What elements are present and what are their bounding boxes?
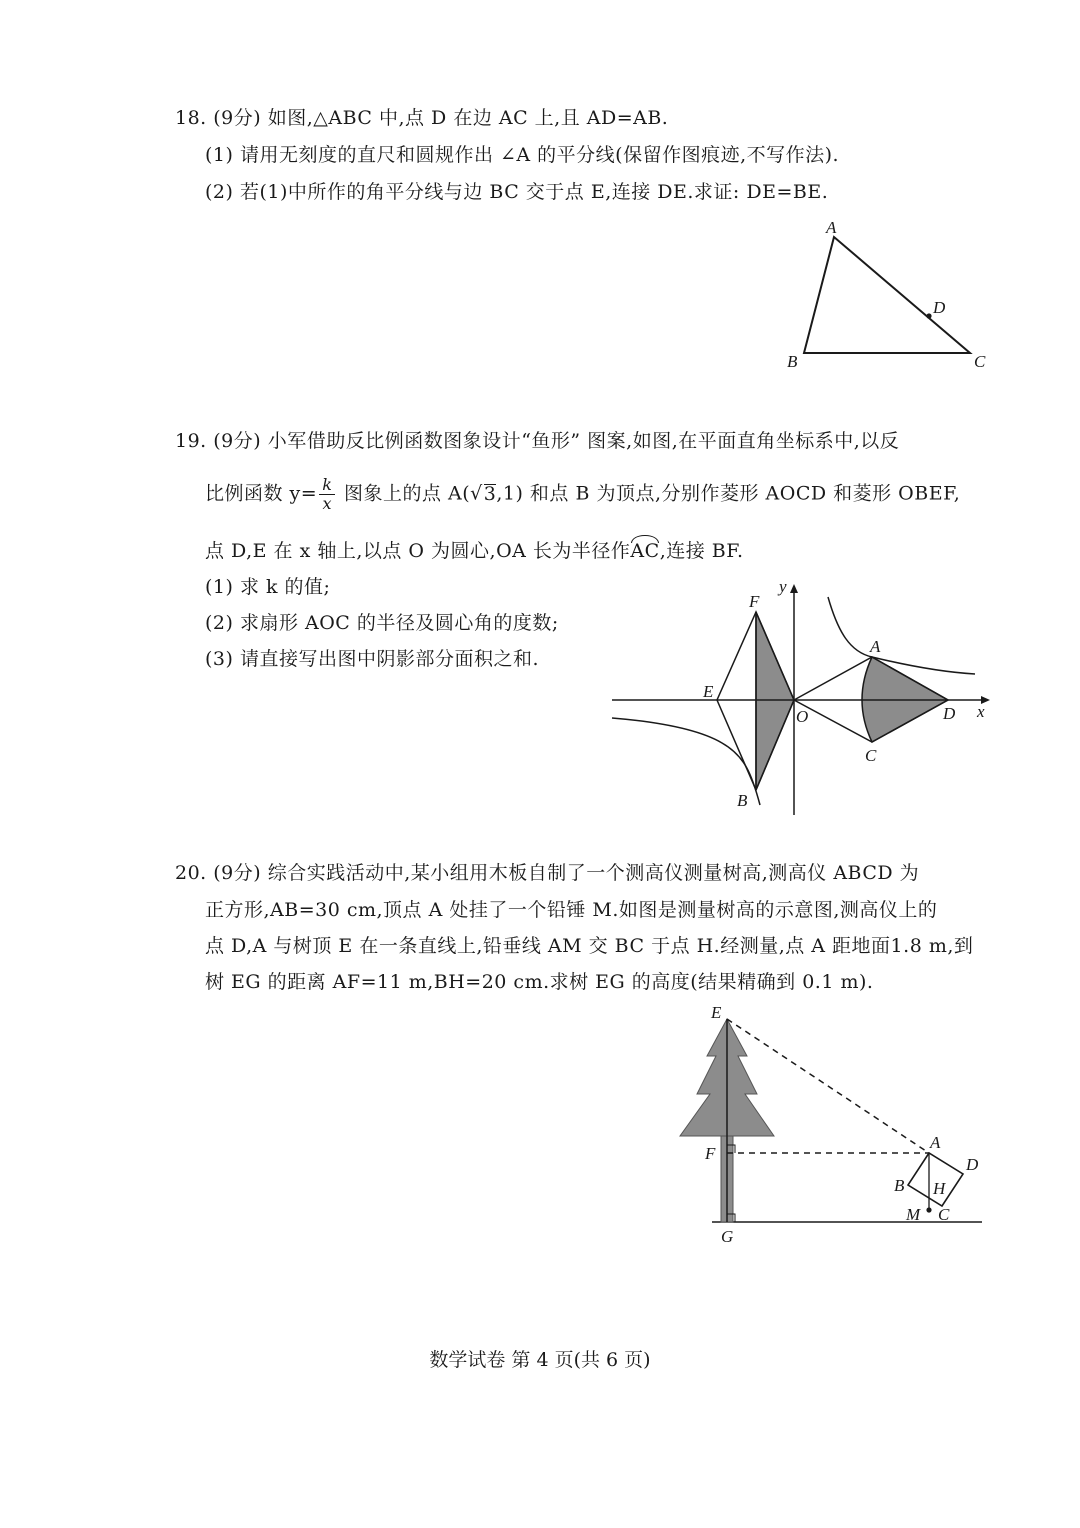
label-b: B	[787, 352, 798, 371]
label-y: y	[779, 577, 787, 596]
q18-part1: (1) 请用无刻度的直尺和圆规作出 ∠A 的平分线(保留作图痕迹,不写作法).	[205, 144, 840, 166]
label-f: F	[705, 1144, 716, 1163]
q19-line3-a: 点 D,E 在 x 轴上,以点 O 为圆心,OA 长为半径作	[205, 540, 631, 562]
sqrt-icon: √	[470, 482, 483, 505]
sqrt-radicand: 3	[483, 482, 497, 505]
label-d: D	[966, 1155, 979, 1174]
label-g: G	[721, 1227, 734, 1246]
q19-line2-b: 图象上的点 A(	[337, 482, 471, 505]
label-o: O	[796, 707, 809, 726]
q20-line3: 点 D,A 与树顶 E 在一条直线上,铅垂线 AM 交 BC 于点 H.经测量,点 A 距地面1.8 m,到	[205, 935, 974, 957]
q19-line3-b: ,连接 BF.	[659, 540, 744, 562]
q19-part1: (1) 求 k 的值;	[205, 576, 331, 598]
q19-part2: (2) 求扇形 AOC 的半径及圆心角的度数;	[205, 612, 559, 634]
frac-denominator: x	[322, 494, 333, 513]
label-h: H	[933, 1179, 946, 1198]
label-d: D	[943, 704, 956, 723]
label-c: C	[974, 352, 986, 371]
page-footer: 数学试卷 第 4 页(共 6 页)	[429, 1349, 651, 1371]
label-b: B	[894, 1176, 905, 1195]
q20-line1: 20. (9分) 综合实践活动中,某小组用木板自制了一个测高仪测量树高,测高仪 ABCD 为	[175, 862, 920, 884]
label-x: x	[977, 702, 985, 721]
label-a: A	[870, 637, 881, 656]
label-a: A	[930, 1133, 941, 1152]
label-c: C	[865, 746, 877, 765]
label-c: C	[938, 1205, 950, 1224]
plumb-weight-m	[926, 1207, 931, 1212]
label-a: A	[826, 218, 837, 237]
label-m: M	[906, 1205, 921, 1224]
label-f: F	[749, 592, 760, 611]
q19-line1: 19. (9分) 小军借助反比例函数图象设计“鱼形” 图案,如图,在平面直角坐标系中,以反	[175, 430, 900, 452]
label-b: B	[737, 791, 748, 810]
q19-line2-c: ,1) 和点 B 为顶点,分别作菱形 AOCD 和菱形 OBEF,	[496, 482, 961, 505]
label-e: E	[703, 682, 714, 701]
q18-part2: (2) 若(1)中所作的角平分线与边 BC 交于点 E,连接 DE.求证: DE=BE.	[205, 181, 829, 203]
q19-part3: (3) 请直接写出图中阴影部分面积之和.	[205, 648, 539, 670]
q19-line2-a: 比例函数 y=	[205, 482, 318, 505]
q18-header: 18. (9分) 如图,△ABC 中,点 D 在边 AC 上,且 AD=AB.	[175, 107, 669, 129]
q20-line2: 正方形,AB=30 cm,顶点 A 处挂了一个铅锤 M.如图是测量树高的示意图,测高仪上的	[205, 899, 938, 921]
label-d: D	[933, 298, 946, 317]
arc-ac-notation: AC	[630, 537, 659, 565]
q20-line4: 树 EG 的距离 AF=11 m,BH=20 cm.求树 EG 的高度(结果精确到 0.1 m).	[205, 971, 874, 993]
frac-numerator: k	[319, 476, 335, 495]
label-e: E	[711, 1003, 722, 1022]
